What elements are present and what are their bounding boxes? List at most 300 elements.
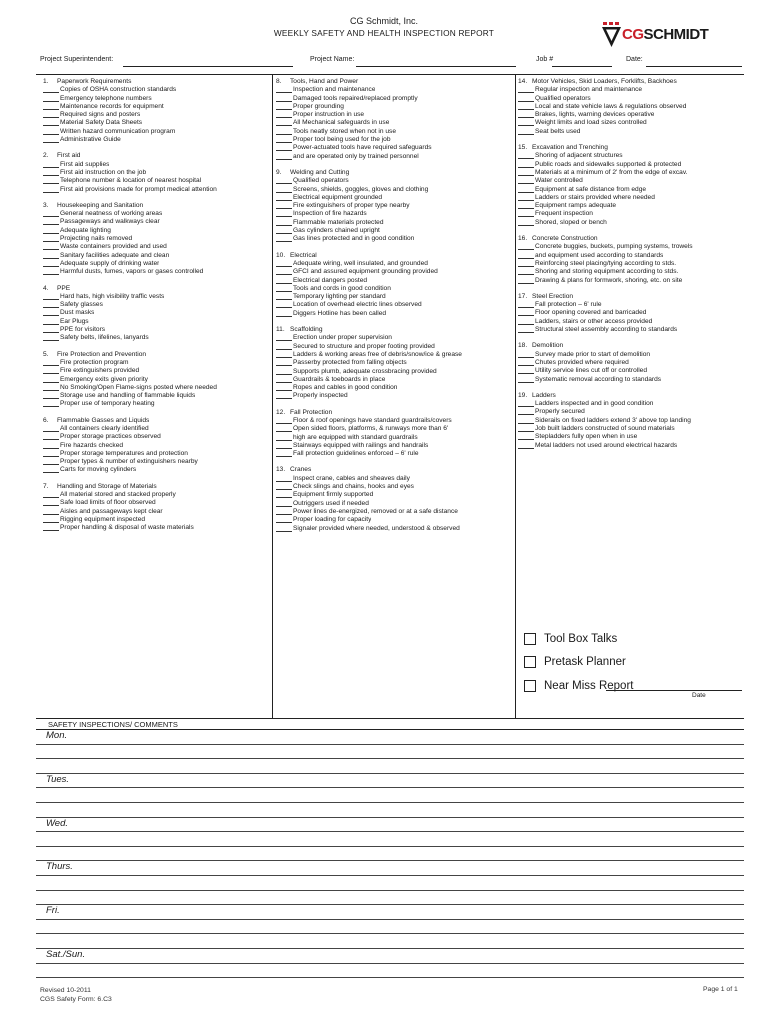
checklist-item-text: and are operated only by trained personnel (293, 152, 419, 160)
checklist-item-text: Screens, shields, goggles, gloves and clothing (293, 185, 429, 193)
section-number: 13. (276, 466, 286, 474)
check-blank[interactable] (276, 500, 292, 507)
check-blank[interactable] (276, 516, 292, 523)
check-blank[interactable] (276, 384, 292, 391)
check-blank[interactable] (518, 152, 534, 159)
check-blank[interactable] (276, 310, 292, 317)
check-blank[interactable] (518, 326, 534, 333)
checklist-item-text: Floor opening covered and barricaded (535, 309, 647, 317)
check-blank[interactable] (276, 417, 292, 424)
checklist-item-text: Metal ladders not used around electrical hazards (535, 441, 678, 449)
checkbox-label: Pretask Planner (544, 656, 626, 669)
checklist-item (43, 326, 269, 334)
checklist-item-text: Job built ladders constructed of sound materials (535, 424, 675, 432)
check-blank[interactable] (518, 186, 534, 193)
section-number: 5. (43, 350, 49, 358)
check-blank[interactable] (43, 318, 59, 325)
check-blank[interactable] (43, 293, 59, 300)
check-blank[interactable] (276, 442, 292, 449)
signoff-date-field[interactable] (606, 690, 742, 691)
checklist-item (518, 152, 746, 160)
check-blank[interactable] (43, 334, 59, 341)
comment-line[interactable] (36, 832, 744, 847)
company-name: CG Schmidt, Inc. (349, 16, 419, 26)
checklist-item-text: First aid supplies (60, 160, 110, 168)
section-title (518, 392, 746, 400)
checklist-item-text: Utility service lines cut off or controlled (535, 367, 648, 375)
check-blank[interactable] (43, 136, 59, 143)
checklist-item (276, 392, 512, 400)
checklist-item (276, 334, 512, 342)
checklist-item-text: Drawing & plans for formwork, shoring, etc. on site (535, 276, 683, 284)
section-title (518, 293, 746, 301)
checklist-item-text: All containers clearly identified (60, 424, 149, 432)
checklist-item (276, 86, 512, 94)
checklist-column-2 (276, 78, 512, 541)
checklist-item-text: Shoring and storing equipment according to stds. (535, 268, 679, 276)
checklist-item-text: Maintenance records for equipment (60, 102, 164, 110)
checklist-item-text: Outriggers used if needed (293, 499, 369, 507)
check-blank[interactable] (276, 153, 292, 160)
check-blank[interactable] (518, 219, 534, 226)
checklist-item-text: Reinforcing steel placing/tying according to stds. (535, 259, 677, 267)
section-title-text: Fire Protection and Prevention (57, 350, 147, 358)
checkbox[interactable] (524, 680, 536, 692)
check-blank[interactable] (43, 103, 59, 110)
check-blank[interactable] (43, 186, 59, 193)
check-blank[interactable] (518, 277, 534, 284)
section-number: 10. (276, 251, 286, 259)
checklist-item (43, 450, 269, 458)
checklist-item (276, 525, 512, 533)
superintendent-field[interactable] (123, 66, 293, 67)
check-blank[interactable] (276, 235, 292, 242)
comment-day-label: Wed. (36, 818, 744, 833)
check-blank[interactable] (518, 243, 534, 250)
check-blank[interactable] (276, 368, 292, 375)
comment-line[interactable] (36, 934, 744, 949)
check-blank[interactable] (518, 425, 534, 432)
check-blank[interactable] (276, 285, 292, 292)
check-blank[interactable] (276, 219, 292, 226)
checklist-section (276, 78, 512, 161)
check-blank[interactable] (43, 326, 59, 333)
checklist-item-text: Frequent inspection (535, 210, 593, 218)
checklist-item (276, 343, 512, 351)
check-blank[interactable] (43, 260, 59, 267)
checklist-item-text: Ear Plugs (60, 317, 89, 325)
check-blank[interactable] (43, 450, 59, 457)
checklist-item (276, 268, 512, 276)
checklist-item-text: Projecting nails removed (60, 235, 133, 243)
check-blank[interactable] (518, 161, 534, 168)
checklist-item-text: Shored, sloped or bench (535, 218, 607, 226)
job-number-field[interactable] (552, 66, 612, 67)
section-title (276, 409, 512, 417)
project-name-field[interactable] (356, 66, 516, 67)
checklist-item (43, 425, 269, 433)
checklist-item-text: Proper grounding (293, 102, 344, 110)
date-label-top: Date: (626, 56, 643, 63)
check-blank[interactable] (43, 227, 59, 234)
checklist-item-text: and equipment used according to standards (535, 251, 664, 259)
checklist-item-text: Proper types & number of extinguishers nearby (60, 458, 198, 466)
checklist-item (43, 218, 269, 226)
comment-line[interactable] (36, 745, 744, 760)
check-blank[interactable] (518, 194, 534, 201)
checklist-item (518, 318, 746, 326)
checklist-item (276, 186, 512, 194)
check-blank[interactable] (276, 425, 292, 432)
checkbox[interactable] (524, 633, 536, 645)
check-blank[interactable] (518, 417, 534, 424)
check-blank[interactable] (518, 128, 534, 135)
check-blank[interactable] (276, 434, 292, 441)
check-blank[interactable] (276, 128, 292, 135)
check-blank[interactable] (518, 433, 534, 440)
check-blank[interactable] (518, 351, 534, 358)
comment-line[interactable] (36, 920, 744, 935)
check-blank[interactable] (518, 301, 534, 308)
checklist-item (43, 252, 269, 260)
checkbox-row-pretask-planner[interactable] (524, 651, 633, 675)
check-blank[interactable] (518, 400, 534, 407)
check-blank[interactable] (276, 301, 292, 308)
checklist-item-text: Ropes and cables in good condition (293, 384, 398, 392)
check-blank[interactable] (518, 119, 534, 126)
check-blank[interactable] (43, 458, 59, 465)
check-blank[interactable] (518, 210, 534, 217)
checklist-column-3 (518, 78, 746, 458)
checklist-item-text: Inspect crane, cables and sheaves daily (293, 474, 410, 482)
checklist-item-text: Emergency telephone numbers (60, 94, 152, 102)
section-title-text: Excavation and Trenching (532, 144, 608, 152)
check-blank[interactable] (518, 260, 534, 267)
check-blank[interactable] (518, 252, 534, 259)
check-blank[interactable] (276, 268, 292, 275)
section-title-text: Fall Protection (290, 408, 333, 416)
checklist-item (43, 243, 269, 251)
project-name-label: Project Name: (310, 56, 355, 63)
check-blank[interactable] (43, 177, 59, 184)
checklist-item-text: Damaged tools repaired/replaced promptly (293, 94, 418, 102)
check-blank[interactable] (518, 408, 534, 415)
checklist-item (43, 516, 269, 524)
check-blank[interactable] (43, 309, 59, 316)
check-blank[interactable] (43, 516, 59, 523)
check-blank[interactable] (276, 293, 292, 300)
checklist-item-text: Passageways and walkways clear (60, 218, 160, 226)
checklist-item (43, 334, 269, 342)
comments-days (36, 730, 744, 978)
comment-line[interactable] (36, 876, 744, 891)
checkbox[interactable] (524, 656, 536, 668)
check-blank[interactable] (276, 334, 292, 341)
checklist-item (518, 252, 746, 260)
check-blank[interactable] (276, 103, 292, 110)
check-blank[interactable] (276, 343, 292, 350)
checklist-item (276, 235, 512, 243)
checklist-item (518, 326, 746, 334)
checklist-item-text: First aid instruction on the job (60, 168, 147, 176)
check-blank[interactable] (518, 309, 534, 316)
check-blank[interactable] (43, 433, 59, 440)
checklist-item (43, 128, 269, 136)
checklist-item-text: Gas cylinders chained upright (293, 227, 380, 235)
checklist-item (276, 285, 512, 293)
checklist-item (43, 499, 269, 507)
checklist-item-text: Survey made prior to start of demolition (535, 350, 651, 358)
check-blank[interactable] (43, 499, 59, 506)
check-blank[interactable] (518, 86, 534, 93)
check-blank[interactable] (43, 119, 59, 126)
section-number: 14. (518, 78, 528, 85)
check-blank[interactable] (43, 400, 59, 407)
check-blank[interactable] (276, 194, 292, 201)
checklist-item (518, 442, 746, 450)
checklist-item-text: Proper tool being used for the job (293, 136, 391, 144)
check-blank[interactable] (43, 524, 59, 531)
check-blank[interactable] (518, 442, 534, 449)
check-blank[interactable] (276, 359, 292, 366)
check-blank[interactable] (43, 210, 59, 217)
comments-header: SAFETY INSPECTIONS/ COMMENTS (36, 718, 744, 730)
check-blank[interactable] (43, 508, 59, 515)
job-number-label: Job # (536, 56, 554, 63)
check-blank[interactable] (276, 210, 292, 217)
checklist-item-text: Fall protection – 6' rule (535, 301, 602, 309)
checklist-item (276, 153, 512, 161)
checklist-item-text: Rigging equipment inspected (60, 515, 146, 523)
checklist-item (276, 475, 512, 483)
check-blank[interactable] (43, 95, 59, 102)
check-blank[interactable] (43, 367, 59, 374)
checklist-item-text: Harmful dusts, fumes, vapors or gases controlled (60, 268, 204, 276)
check-blank[interactable] (276, 260, 292, 267)
checklist-item (276, 144, 512, 152)
checklist-item (43, 227, 269, 235)
checklist-section (276, 326, 512, 401)
check-blank[interactable] (43, 442, 59, 449)
checklist-item-text: No Smoking/Open Flame-signs posted where needed (60, 383, 217, 391)
check-blank[interactable] (518, 169, 534, 176)
checklist-item-text: Electrical equipment grounded (293, 193, 383, 201)
checklist-item (276, 516, 512, 524)
check-blank[interactable] (518, 111, 534, 118)
checklist-item-text: Qualified operators (293, 177, 349, 185)
checklist-item (518, 309, 746, 317)
check-blank[interactable] (43, 128, 59, 135)
check-blank[interactable] (276, 144, 292, 151)
check-blank[interactable] (276, 508, 292, 515)
check-blank[interactable] (43, 359, 59, 366)
check-blank[interactable] (518, 177, 534, 184)
check-blank[interactable] (518, 318, 534, 325)
section-title (276, 169, 512, 177)
check-blank[interactable] (43, 252, 59, 259)
check-blank[interactable] (518, 103, 534, 110)
check-blank[interactable] (518, 95, 534, 102)
check-blank[interactable] (43, 111, 59, 118)
section-title (276, 466, 512, 474)
check-blank[interactable] (518, 359, 534, 366)
check-blank[interactable] (276, 227, 292, 234)
checklist-item-text: Sanitary facilities adequate and clean (60, 251, 170, 259)
checklist-item (276, 227, 512, 235)
checklist-item (276, 128, 512, 136)
checklist-item (518, 359, 746, 367)
checklist-item (518, 351, 746, 359)
check-blank[interactable] (276, 483, 292, 490)
checklist-item (518, 95, 746, 103)
checklist-item (518, 400, 746, 408)
checklist-item-text: Equipment ramps adequate (535, 202, 617, 210)
checklist-item (43, 119, 269, 127)
check-blank[interactable] (43, 243, 59, 250)
checklist-item (43, 293, 269, 301)
check-blank[interactable] (43, 466, 59, 473)
checklist-item (276, 359, 512, 367)
checklist-item-text: Properly secured (535, 408, 585, 416)
checklist-item-text: Equipment firmly supported (293, 491, 374, 499)
check-blank[interactable] (518, 202, 534, 209)
checklist-item (276, 301, 512, 309)
check-blank[interactable] (518, 367, 534, 374)
checklist-item (276, 450, 512, 458)
checklist-item (518, 103, 746, 111)
checklist-item-text: Dust masks (60, 309, 95, 317)
check-blank[interactable] (276, 136, 292, 143)
checklist-item (43, 392, 269, 400)
check-blank[interactable] (276, 177, 292, 184)
checklist-item (43, 433, 269, 441)
checklist-item (43, 491, 269, 499)
section-title (518, 78, 746, 86)
checklist-item-text: Waste containers provided and used (60, 243, 167, 251)
check-blank[interactable] (43, 235, 59, 242)
checklist-item-text: Ladders & working areas free of debris/snow/ice & grease (293, 350, 462, 358)
section-title (43, 285, 269, 293)
checklist-item-text: Required signs and posters (60, 111, 141, 119)
check-blank[interactable] (43, 301, 59, 308)
section-number: 6. (43, 416, 49, 424)
comments-section (36, 718, 744, 978)
section-title-text: Cranes (290, 466, 312, 474)
checklist-item (518, 243, 746, 251)
section-title (43, 351, 269, 359)
comment-line[interactable] (36, 847, 744, 862)
check-blank[interactable] (276, 119, 292, 126)
checklist-section (518, 342, 746, 383)
check-blank[interactable] (43, 491, 59, 498)
checklist-item (43, 508, 269, 516)
check-blank[interactable] (276, 95, 292, 102)
section-title-text: Welding and Cutting (290, 168, 350, 176)
check-blank[interactable] (276, 392, 292, 399)
check-blank[interactable] (276, 86, 292, 93)
checklist-item (518, 260, 746, 268)
check-blank[interactable] (276, 376, 292, 383)
section-title-text: Tools, Hand and Power (290, 78, 359, 85)
checklist-item-text: Guardrails & toeboards in place (293, 375, 386, 383)
form-number: CGS Safety Form: 6.C3 (40, 996, 112, 1003)
check-blank[interactable] (276, 491, 292, 498)
check-blank[interactable] (43, 392, 59, 399)
comment-line[interactable] (36, 803, 744, 818)
check-blank[interactable] (518, 376, 534, 383)
checklist-item (518, 425, 746, 433)
comment-line[interactable] (36, 891, 744, 906)
checklist-item-text: Floor & roof openings have standard guardrails/covers (293, 416, 452, 424)
check-blank[interactable] (276, 450, 292, 457)
checklist-item-text: Storage use and handling of flammable liquids (60, 392, 196, 400)
checklist-item (518, 202, 746, 210)
checklist-item (276, 425, 512, 433)
section-number: 7. (43, 482, 49, 490)
footer-left (40, 986, 112, 1004)
check-blank[interactable] (276, 277, 292, 284)
checklist-section (518, 392, 746, 450)
checklist-item-text: All Mechanical safeguards in use (293, 119, 390, 127)
section-title-text: Electrical (290, 251, 317, 259)
check-blank[interactable] (43, 268, 59, 275)
check-blank[interactable] (518, 268, 534, 275)
section-title-text: Scaffolding (290, 326, 323, 334)
comment-line[interactable] (36, 788, 744, 803)
check-blank[interactable] (43, 218, 59, 225)
check-blank[interactable] (43, 86, 59, 93)
checklist-item-text: Regular inspection and maintenance (535, 86, 643, 94)
checklist-item-text: Supports plumb, adequate crossbracing provided (293, 367, 437, 375)
checklist-item-text: Temporary lighting per standard (293, 293, 386, 301)
check-blank[interactable] (276, 351, 292, 358)
checklist-item-text: Electrical dangers posted (293, 276, 368, 284)
checklist-section (276, 252, 512, 318)
check-blank[interactable] (43, 384, 59, 391)
check-blank[interactable] (276, 202, 292, 209)
checklist-item-text: Check slings and chains, hooks and eyes (293, 483, 414, 491)
check-blank[interactable] (43, 425, 59, 432)
check-blank[interactable] (43, 161, 59, 168)
section-title (276, 326, 512, 334)
superintendent-label: Project Superintendent: (40, 56, 114, 63)
check-blank[interactable] (276, 111, 292, 118)
checklist-item (276, 500, 512, 508)
logo-text: CGSCHMIDT (622, 26, 709, 43)
column-divider-2 (515, 75, 516, 718)
checkbox-row-tool-box-talks[interactable] (524, 627, 633, 651)
comment-line[interactable] (36, 759, 744, 774)
comment-line[interactable] (36, 964, 744, 979)
comment-day-label: Fri. (36, 905, 744, 920)
checklist-item-text: Chutes provided where required (535, 358, 629, 366)
check-blank[interactable] (276, 525, 292, 532)
section-title (43, 483, 269, 491)
check-blank[interactable] (276, 186, 292, 193)
checklist-item-text: Tools neatly stored when not in use (293, 127, 396, 135)
checklist-item-text: Hard hats, high visibility traffic vests (60, 292, 165, 300)
check-blank[interactable] (43, 169, 59, 176)
section-title-text: Ladders (532, 391, 556, 399)
checklist-item (43, 301, 269, 309)
date-field-top[interactable] (646, 66, 742, 67)
checkbox-row-near-miss-report[interactable] (524, 674, 633, 698)
section-title (276, 78, 512, 86)
section-number: 3. (43, 201, 49, 209)
checkbox-label: Near Miss Report (544, 679, 634, 692)
check-blank[interactable] (276, 475, 292, 482)
check-blank[interactable] (43, 376, 59, 383)
